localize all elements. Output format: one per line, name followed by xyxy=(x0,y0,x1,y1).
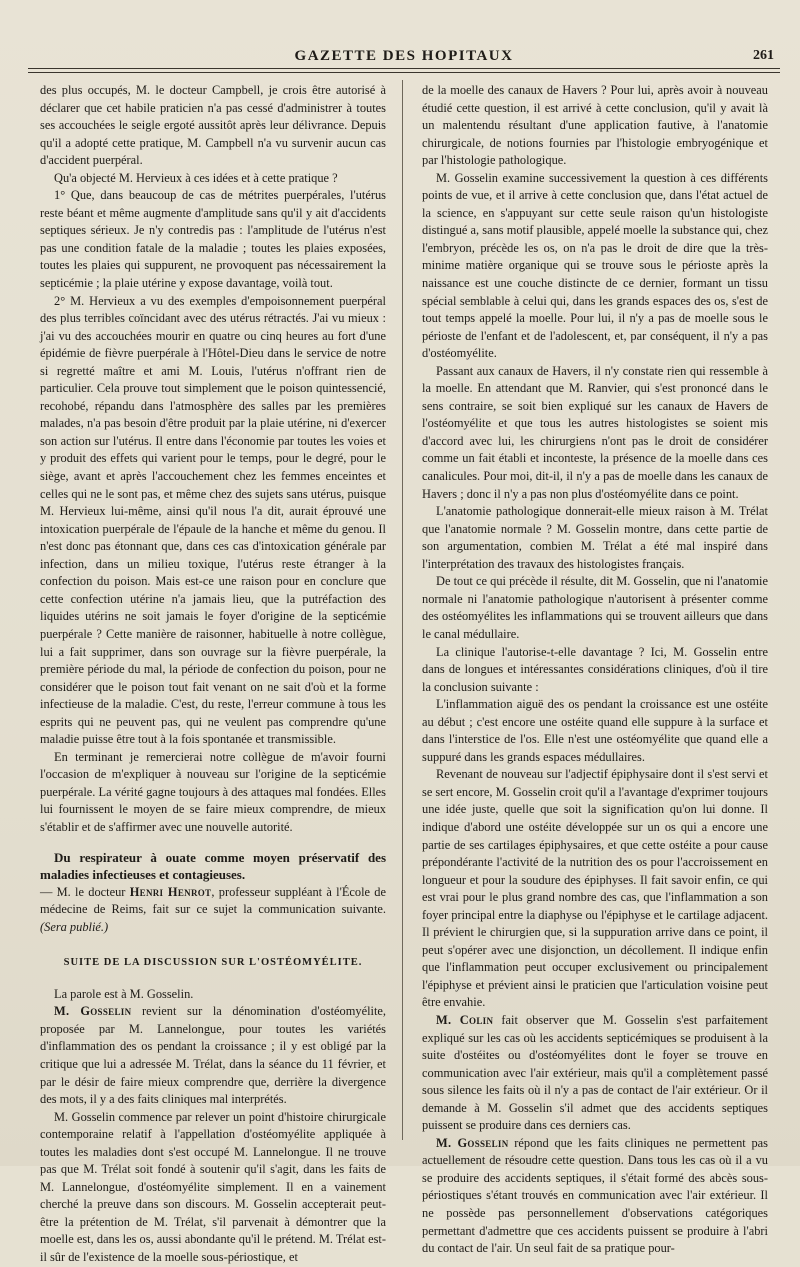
paragraph: L'anatomie pathologique donnerait-elle mieux raison à M. Trélat que l'anatomie normale ? M. Gosselin montre, dans cette partie de son argumentation, combien M. Trélat a été mal inspiré dans l'interprétation des travaux des histologistes français. xyxy=(422,504,768,571)
article-heading xyxy=(40,849,386,884)
paragraph: des plus occupés, M. le docteur Campbell, je crois être autorisé à déclarer que cet habile praticien n'a pas cessé d'administrer à toutes ses accouchées le seigle ergoté aussitôt après leur délivrance. Depuis qu'il a adopté cette pratique, M. Campbell n'a vu survenir aucun cas d'accident puerpéral. xyxy=(40,83,386,168)
paragraph: 1° Que, dans beaucoup de cas de métrites puerpérales, l'utérus reste béant et même augmente d'amplitude sans qu'il y ait d'accidents septiques sérieux. Je n'y contredis pas : l'amplitude de l'utérus n'est pas une condition fatale de la maladie ; toutes les plaies exposées, toutes les plaies qui suppurent, ne provoquent pas nécessairement la septicémie ; la plaie utérine y expose davantage, voilà tout. xyxy=(40,188,386,291)
paragraph: M. Gosselin revient sur la dénomination d'ostéomyélite, proposée par M. Lannelongue, pour toutes les variétés d'inflammation des os pendant la croissance ; il y est obligé par la critique que lui a adressée M. Trélat, dans la séance du 11 février, et par le désir de faire mieux comprendre que, derrière la divergence des mots, il y a des faits cliniques mal interprétés. xyxy=(40,1004,386,1107)
paragraph: M. Gosselin commence par relever un point d'histoire chirurgicale contemporaine relatif à l'appellation d'ostéomyélite appliquée à toutes les maladies dont s'est occupé M. Lannelongue. Il ne trouve pas que M. Trélat soit fondé à soutenir qu'il s'agit, dans les faits de M. Lannelongue, d'ostéomyélite simplement. Il en a vainement cherché la preuve dans son discours. M. Gosselin accepterait peut-être la prétention de M. Trélat, s'il parvenait à démontrer que la moelle est, dans les os, aussi abondante qu'il le prétend. M. Trélat est-il sûr de l'existence de la moelle sous-périostique, et xyxy=(40,1109,386,1264)
article-title: Du respirateur à ouate comme moyen préservatif des maladies infectieuses et contagieuses. xyxy=(40,849,386,883)
paragraph: Qu'a objecté M. Hervieux à ces idées et à cette pratique ? xyxy=(54,170,338,185)
paragraph: L'inflammation aiguë des os pendant la croissance est une ostéite au début ; c'est encore une ostéite quand elle suppure à la surface et dans l'interstice de l'os. Elle n'est une ostéomyélite que quand elle a suppuré dans les grands espaces médullaires. xyxy=(422,697,768,764)
header-rule-bottom xyxy=(28,72,780,73)
paragraph: La parole est à M. Gosselin. xyxy=(54,986,194,1001)
speaker-name: M. Gosselin xyxy=(436,1135,509,1150)
page-number: 261 xyxy=(753,48,774,63)
paragraph: En terminant je remercierai notre collègue de m'avoir fourni l'occasion de m'expliquer à nouveau sur l'origine de la septicémie puerpérale. La vérité gagne toujours à des attaques mal fondées. Elles lui fournissent le moyen de se faire mieux comprendre, de mieux s'établir et de s'affirmer avec une nouvelle autorité. xyxy=(40,749,386,834)
paragraph: La clinique l'autorise-t-elle davantage ? Ici, M. Gosselin entre dans de longues et intéressantes considérations cliniques, d'où il tire la conclusion suivante : xyxy=(422,644,768,694)
page-header xyxy=(24,44,784,66)
paragraph: 2° M. Hervieux a vu des exemples d'empoisonnement puerpéral des plus terribles coïncidant avec des utérus rétractés. J'ai vu mieux : j'ai vu des accouchées mourir en quatre ou cinq heures au fort d'une épidémie de fièvre puerpérale à l'Hôtel-Dieu dans le service de notre si regretté maître et ami M. Louis, l'utérus n'offrant rien de particulier. Cela prouve tout simplement que le poison quintessencié, recohobé, répandu dans l'atmosphère des salles par les premières malades, n'a pas besoin d'être produit par la plaie utérine, ni d'exercer son action sur l'utérus. Il entre dans l'économie par toutes les voies et y produit des effets qui varient pour le temps, pour le degré, pour le siège, avant et après l'accouchement chez les femmes enceintes et celles qui ne le sont pas, et même chez des sujets sans utérus, puisque M. Hervieux lui-même, ainsi qu'il nous l'a dit, aurait éprouvé une intoxication puerpérale de l'épaule de la hanche et même du genou. Il n'est donc pas étonnant que, dans ces cas d'intoxication générale par infection, dans un milieu toxique, l'utérus reste étranger à la confection du poison. Mais est-ce une raison pour en conclure que cette confection utérine n'a jamais lieu, que la putréfaction des liquides utérins ne soit jamais le foyer d'origine de la septicémie puerpérale ? Cette manière de raisonner, habituelle à notre collègue, lui a fait supprimer, dans son ouvrage sur la fièvre puerpérale, la première période du mal, la période de confection du poison, pour ne considérer que le poison tout fait venant on ne sait d'où et la forme infectieuse de la maladie. C'est, du reste, l'erreur commune à tous les esprits qui ne peuvent pas, qui ne veulent pas comprendre qu'une maladie puisse être tout à la fois spontanée et transmissible. xyxy=(40,293,386,747)
speaker-name: M. Gosselin xyxy=(54,1004,132,1019)
speaker-name: M. Colin xyxy=(436,1012,494,1027)
header-rule-top xyxy=(28,68,780,69)
left-column xyxy=(40,82,387,1264)
right-column xyxy=(422,82,768,1256)
paragraph: M. Colin fait observer que M. Gosselin s'est parfaitement expliqué sur les cas où les accidents septicémiques se produisent à la suite d'ostéites ou d'ostéomyélites dont le foyer se trouve en communication avec l'air extérieur, mais qu'il a complètement passé sous silence les faits où il n'y a pas de contact de l'air extérieur. Or il demande à M. Gosselin s'il admet que des accidents septiques puissent se produire dans ces derniers cas. xyxy=(422,1012,768,1133)
article-intro: — M. le docteur Henri Henrot, professeur suppléant à l'École de médecine de Reims, fait sur ce sujet la communication suivante. (Sera publié.) xyxy=(40,884,387,934)
paragraph: M. Gosselin examine successivement la question à ces différents points de vue, et il arrive à cette conclusion que, dans l'état actuel de la science, en s'appuyant sur cette seule raison qu'un histologiste distingué a, sans motif plausible, appelé moelle la substance qui, chez l'embryon, précède les os, on n'a pas le droit de dire que la très-minime matière organique qui se trouve sous le périoste après la naissance est une couche distincte de ce dernier, formant un tissu spécial semblable à celui qui, dans les grands espaces des os, s'est de tout temps appelé la moelle. Pour lui, il n'y a pas de moelle sous le périoste de l'enfant et de l'adolescent, et, par conséquent, il n'y a pas d'ostéomyélite. xyxy=(422,170,768,361)
journal-title: GAZETTE DES HOPITAUX xyxy=(294,48,514,64)
paragraph: Passant aux canaux de Havers, il n'y constate rien qui ressemble à la moelle. En attendant que M. Ranvier, qui s'est prononcé dans le sens contraire, se soit bien expliqué sur les canaux de Havers de l'ostéomyélite et que tous les autres histologistes se soient mis d'accord avec lui, les chirurgiens n'ont pas le droit de considérer comme un fait établi et inconteste, la présence de la moelle dans ces canalicules. Pour moi, dit-il, il n'y a pas de moelle dans les canaux de Havers ; donc il n'y a pas non plus d'ostéomyélite dans ce point. xyxy=(422,363,768,501)
author-name: Henri Henrot xyxy=(129,884,212,899)
column-divider xyxy=(402,80,403,1140)
publication-note: (Sera publié.) xyxy=(40,919,109,934)
paragraph: Revenant de nouveau sur l'adjectif épiphysaire dont il s'est servi et se sert encore, M. Gosselin croit qu'il a l'avantage d'exprimer toujours une idée juste, quelle que soit la signification qu'on lui donne. Il indique d'abord une ostéite développée sur un os qui a encore une partie de ses cartilages épiphysaires, et que cette ostéite a pour cause prépondérante l'activité de la nutrition des os pour l'accroissement en longueur et pour la soudure des épiphyses. Il fait savoir enfin, ce qui est vrai pour le plus grand nombre des cas, que l'inflammation a son foyer principal entre la diaphyse ou l'épiphyse et le cartilage adjacent. Il prévient le chirurgien que, si la suppuration arrive dans ce point, il peut s'opérer avec une disjonction, un décollement. Il indique enfin que l'inflammation peut occuper exclusivement ou principalement l'épiphyse et prévient ainsi le praticien que l'articulation voisine peut être envahie. xyxy=(422,767,768,1010)
paragraph: De tout ce qui précède il résulte, dit M. Gosselin, que ni l'anatomie normale ni l'anatomie pathologique n'autorisent à présenter comme des ostéomyélites les inflammations qui se trouvent ailleurs que dans le canal médullaire. xyxy=(422,574,768,641)
paragraph: M. Gosselin répond que les faits cliniques ne permettent pas actuellement de résoudre cette question. Dans tous les cas où il a vu se produire des accidents septiques, il s'était formé des abcès sous-périostiques s'étant trouvés en communication avec l'air extérieur. Il ne possède pas personnellement d'observations catégoriques permettant d'admettre que ces accidents puissent se produire à l'abri du contact de l'air. Un seul fait de sa pratique pour- xyxy=(422,1135,768,1256)
paragraph: de la moelle des canaux de Havers ? Pour lui, après avoir à nouveau étudié cette question, il est arrivé à cette conclusion, qu'il y avait là un malentendu résultant d'une application fautive, à l'anatomie chirurgicale, de notions fournies par l'histologie embryogénique et par l'histologie pathologique. xyxy=(422,83,768,168)
section-heading: SUITE DE LA DISCUSSION SUR L'OSTÉOMYÉLITE. xyxy=(63,957,363,969)
